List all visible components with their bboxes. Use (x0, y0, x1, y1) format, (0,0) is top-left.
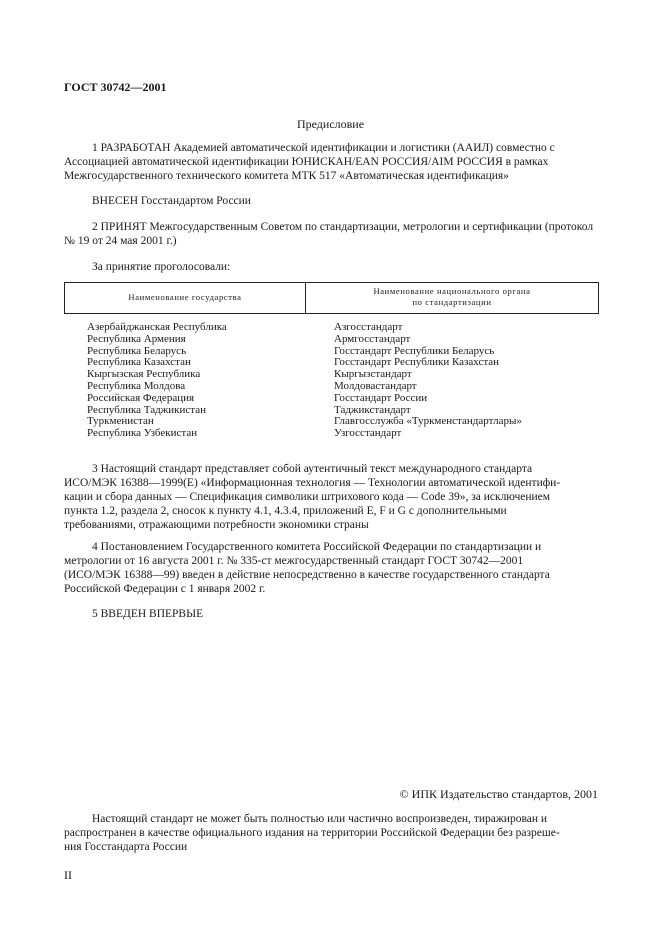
body-list (334, 322, 522, 440)
state-item: Республика Беларусь (87, 344, 187, 357)
body-item: Узгосстандарт (334, 427, 402, 440)
body-item: Азгосстандарт (334, 321, 403, 333)
state-item: Республика Армения (87, 332, 186, 345)
body-item: Госстандарт Республики Беларусь (334, 344, 495, 357)
state-item: Азербайджанская Республика (87, 321, 227, 333)
state-item: Республика Таджикистан (87, 403, 206, 416)
p2-line-1: 2 ПРИНЯТ Межгосударственным Советом по стандартизации, метрологии и сертификации (протокол (92, 221, 594, 233)
p1-line-3: Межгосударственного технического комитета МТК 517 «Автоматическая идентификация» (64, 170, 509, 182)
notice-line-3: ния Госстандарта России (64, 841, 188, 853)
introduced-line: ВНЕСЕН Госстандартом России (92, 195, 251, 207)
p3-line-4: пункта 1.2, раздела 2, сносок к пункту 4.1, 4.3.4, приложений Е, F и G с дополнительными (64, 505, 507, 517)
state-item: Туркменистан (87, 415, 154, 428)
col-body-header-line-2: по стандартизации (412, 297, 492, 307)
body-item: Госстандарт России (334, 391, 428, 404)
p3-line-3: кации и сбора данных — Спецификация символики штрихового кода — Code 39», за исключением (64, 491, 551, 503)
p2-line-2: № 19 от 24 мая 2001 г.) (64, 235, 177, 247)
p4-line-2: метрологии от 16 августа 2001 г. № 335-ст межгосударственный стандарт ГОСТ 30742—2001 (64, 555, 524, 567)
state-item: Кыргызская Республика (87, 368, 201, 381)
body-item: Молдовастандарт (334, 379, 417, 392)
vote-intro: За принятие проголосовали: (92, 261, 231, 273)
p3-line-1: 3 Настоящий стандарт представляет собой аутентичный текст международного стандарта (92, 463, 533, 475)
p1-line-1: 1 РАЗРАБОТАН Академией автоматической идентификации и логистики (ААИЛ) совместно с (92, 142, 555, 154)
body-item: Госстандарт Республики Казахстан (334, 356, 500, 369)
state-item: Республика Казахстан (87, 356, 191, 369)
p5-line: 5 ВВЕДЕН ВПЕРВЫЕ (92, 608, 204, 620)
body-item: Армгосстандарт (334, 332, 411, 345)
state-item: Республика Молдова (87, 379, 186, 392)
body-item: Таджикстандарт (334, 403, 411, 416)
notice-line-1: Настоящий стандарт не может быть полностью или частично воспроизведен, тиражирован и (92, 813, 548, 825)
body-item: Главгосслужба «Туркменстандартлары» (334, 415, 522, 428)
p4-line-1: 4 Постановлением Государственного комитета Российской Федерации по стандартизации и (92, 541, 542, 553)
copyright: © ИПК Издательство стандартов, 2001 (399, 787, 598, 801)
p3-line-2: ИСО/МЭК 16388—1999(Е) «Информационная технология — Технологии автоматической идентифи- (64, 477, 561, 489)
body-item: Кыргызстандарт (334, 368, 412, 381)
state-item: Российская Федерация (87, 391, 195, 404)
p1-line-2: Ассоциацией автоматической идентификации ЮНИСКАН/EAN РОССИЯ/AIM РОССИЯ в рамках (64, 156, 549, 168)
col-body-header-line-1: Наименование национального органа (373, 286, 531, 296)
p4-line-4: Российской Федерации с 1 января 2002 г. (64, 583, 266, 595)
notice-line-2: распространен в качестве официального издания на территории Российской Федерации без разреше- (64, 827, 560, 839)
standard-code: ГОСТ 30742—2001 (64, 80, 167, 94)
p3-line-5: требованиями, отражающими потребности экономики страны (64, 519, 369, 531)
col-body-header (306, 283, 599, 314)
page-number: II (64, 868, 72, 882)
col-state-header: Наименование государства (65, 283, 306, 314)
state-item: Республика Узбекистан (87, 427, 198, 440)
vote-table-header (64, 282, 599, 314)
state-list (87, 322, 227, 440)
p4-line-3: (ИСО/МЭК 16388—99) введен в действие непосредственно в качестве государственного стандарта (64, 569, 550, 581)
preface-title: Предисловие (296, 117, 365, 131)
